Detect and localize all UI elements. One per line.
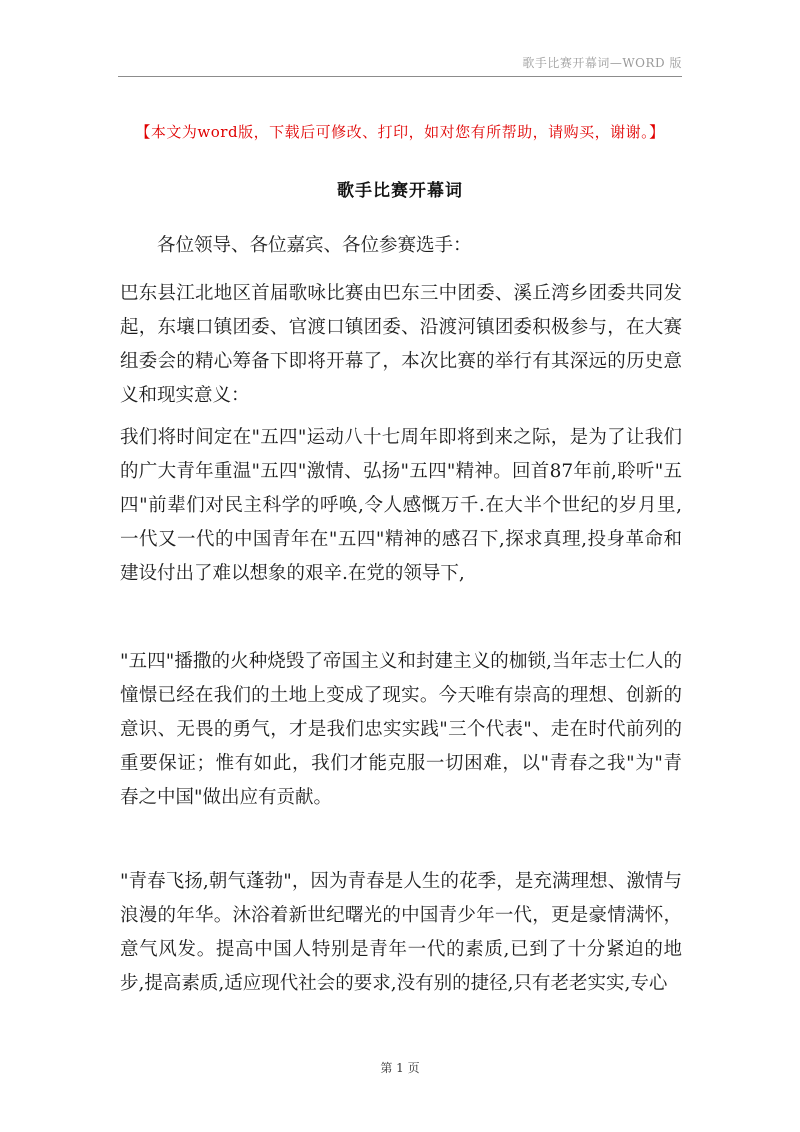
paragraph-4: "青春飞扬,朝气蓬勃"，因为青春是人生的花季，是充满理想、激情与浪漫的年华。沐浴着新世纪曙光的中国青少年一代，更是豪情满怀，意气风发。提高中国人特别是青年一代的素质,已到了十分紧迫的地步,提高素质,适应现代社会的要求,没有别的捷径,只有老老实实,专心 xyxy=(120,871,682,994)
running-header: 歌手比赛开幕词—WORD 版 xyxy=(522,56,682,70)
paragraph-1: 巴东县江北地区首届歌咏比赛由巴东三中团委、溪丘湾乡团委共同发起，东壤口镇团委、官渡口镇团委、沿渡河镇团委积极参与，在大赛组委会的精心筹备下即将开幕了，本次比赛的举行有其深远的历史意义和现实意义： xyxy=(120,283,682,406)
document-title: 歌手比赛开幕词 xyxy=(337,181,463,201)
salutation: 各位领导、各位嘉宾、各位参赛选手： xyxy=(157,235,472,256)
paragraph-3: "五四"播撒的火种烧毁了帝国主义和封建主义的枷锁,当年志士仁人的憧憬已经在我们的土地上变成了现实。今天唯有崇高的理想、创新的意识、无畏的勇气，才是我们忠实实践"三个代表"、走在时代前列的重要保证；惟有如此，我们才能克服一切困难，以"青春之我"为"青春之中国"做出应有贡献。 xyxy=(120,651,682,808)
paragraph-2: 我们将时间定在"五四"运动八十七周年即将到来之际，是为了让我们的广大青年重温"五四"激情、弘扬"五四"精神。回首87年前,聆听"五四"前辈们对民主科学的呼唤,令人感慨万千.在大半个世纪的岁月里,一代又一代的中国青年在"五四"精神的感召下,探求真理,投身革命和建设付出了难以想象的艰辛.在党的领导下, xyxy=(120,427,682,584)
header-divider xyxy=(118,76,682,77)
page-number: 第 1 页 xyxy=(380,1061,420,1075)
word-version-notice: 【本文为word版，下载后可修改、打印，如对您有所帮助，请购买，谢谢。】 xyxy=(135,123,665,141)
